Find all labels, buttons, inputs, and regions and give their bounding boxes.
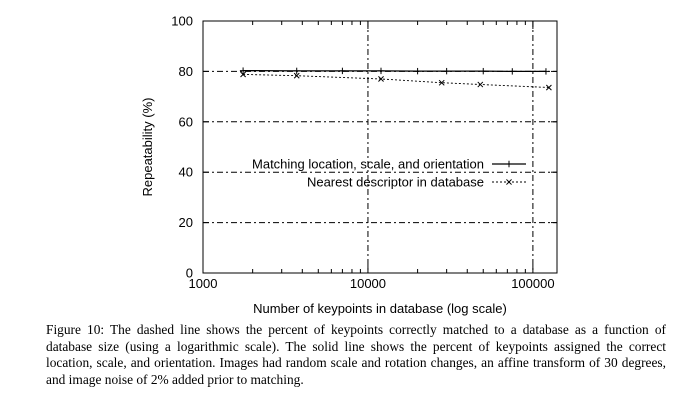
axis-ticks xyxy=(171,14,557,292)
grid-lines xyxy=(203,21,557,273)
legend xyxy=(252,157,526,190)
plot-frame xyxy=(203,21,557,273)
figure-caption: Figure 10: The dashed line shows the percent of keypoints correctly matched to a database as a function of database size (using a logarithmic scale). The solid line shows the percent of keypoints assigned the correct location, scale, and orientation. Images had random scale and rotation changes, an affine transform of 30 degrees, and image noise of 2% added prior to matching. xyxy=(46,322,666,387)
x-tick-label: 100000 xyxy=(511,276,555,291)
data-point-0 xyxy=(509,68,515,74)
series-line-0 xyxy=(243,71,546,72)
legend-marker-0 xyxy=(506,161,512,167)
legend-marker-1 xyxy=(506,179,511,184)
y-tick-label: 100 xyxy=(171,13,193,29)
y-tick-label: 0 xyxy=(185,265,193,281)
data-point-0 xyxy=(414,68,420,74)
x-tick-label: 1000 xyxy=(188,276,218,291)
legend-label-0: Matching location, scale, and orientation xyxy=(252,156,484,172)
series-line-1 xyxy=(243,74,549,87)
y-tick-label: 80 xyxy=(178,63,193,79)
data-point-1 xyxy=(478,82,483,87)
data-point-0 xyxy=(443,68,449,74)
data-point-0 xyxy=(339,68,345,74)
series-layer xyxy=(240,67,552,90)
legend-label-1: Nearest descriptor in database xyxy=(306,174,484,190)
data-point-0 xyxy=(378,68,384,74)
data-point-0 xyxy=(480,68,486,74)
x-axis-label: Number of keypoints in database (log scale) xyxy=(253,301,507,316)
x-tick-label: 10000 xyxy=(349,276,387,291)
y-tick-label: 40 xyxy=(178,164,193,180)
y-tick-label: 60 xyxy=(178,114,193,130)
data-point-0 xyxy=(543,68,549,74)
y-axis-label: Repeatability (%) xyxy=(140,97,155,197)
y-tick-label: 20 xyxy=(178,215,193,231)
